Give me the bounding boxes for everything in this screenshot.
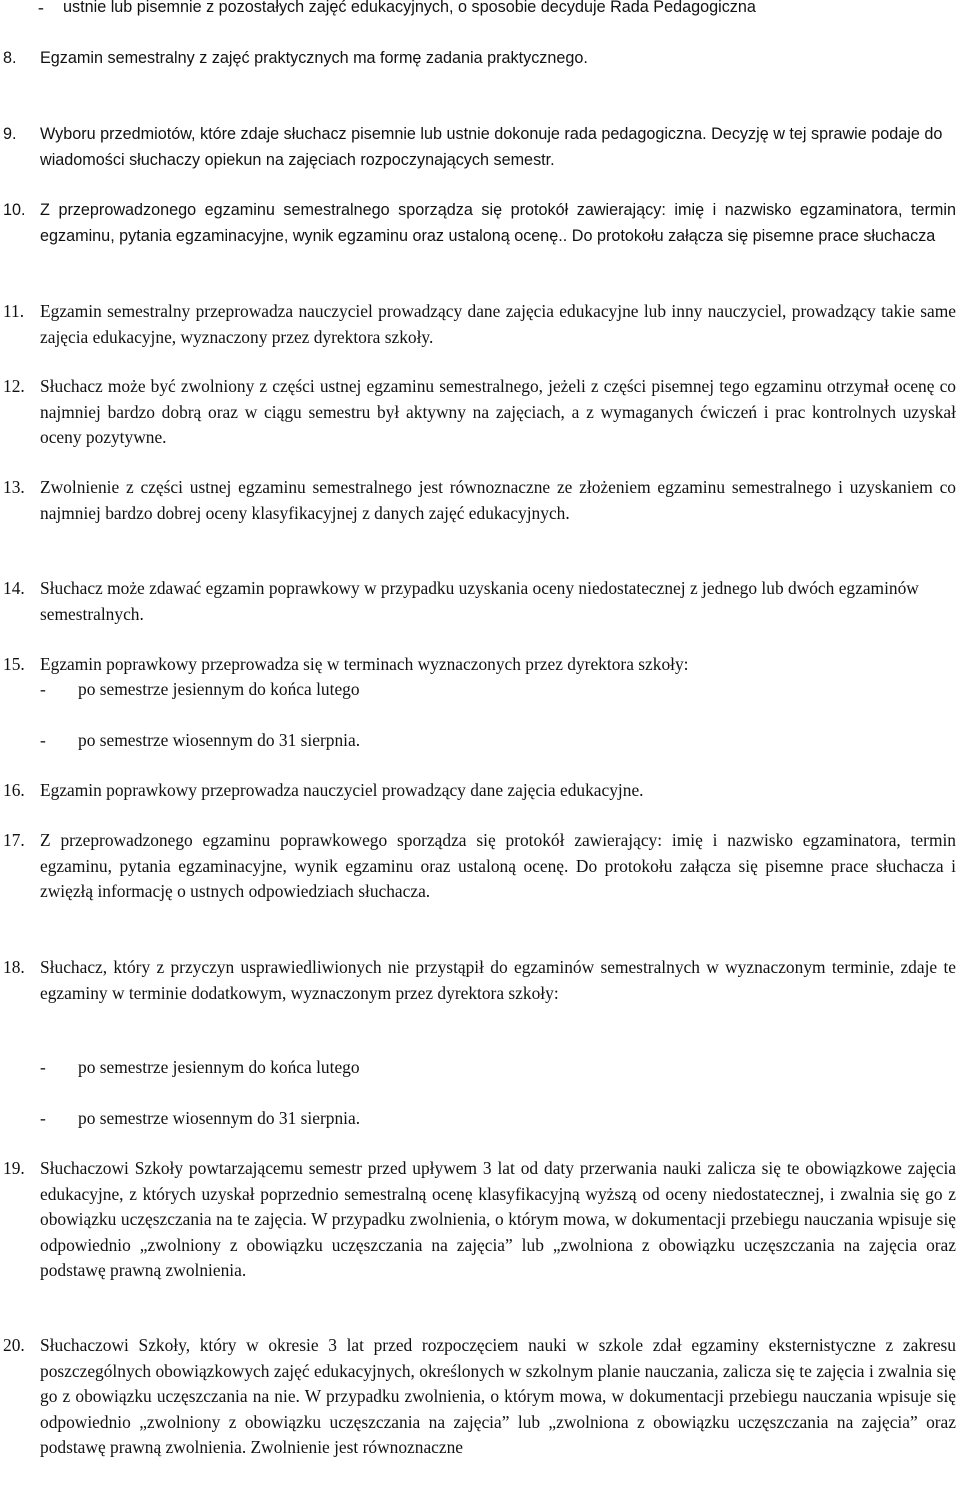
item-number: 14. — [3, 578, 25, 598]
document-page: - ustnie lub pisemnie z pozostałych zajęć edukacyjnych, o sposobie decyduje Rada Pedagogiczna 8. Egzamin semestralny z zajęć praktycznych ma formę zadania praktycznego. 9. Wyboru przedmiotów, które zdaje słuchacz pisemnie lub ustnie dokonuje rada pedagogiczna. Decyzję w tej sprawie podaje do wiadomości słuchaczy opiekun na zajęciach rozpoczynających semestr. 10. Z przeprowadzonego egzaminu semestralnego sporządza się protokół zawierający: imię i nazwisko egzaminatora, termin egzaminu, pytania egzaminacyjne, wynik egzaminu oraz ustaloną ocenę.. Do protokołu załącza się pisemne prace słuchacza 11. Egzamin semestralny przeprowadza nauczyciel prowadzący dane zajęcia edukacyjne lub inny nauczyciel, prowadzący takie same zajęcia edukacyjne, wyznaczony przez dyrektora szkoły. 12. Słuchacz może być zwolniony z części ustnej egzaminu semestralnego, jeżeli z części pisemnej tego egzaminu otrzymał ocenę co najmniej bardzo dobrą oraz w ciągu semestru był aktywny na zajęciach, a z wymaganych ćwiczeń i prac kontrolnych uzyskał oceny pozytywne. 13. Zwolnienie z części ustnej egzaminu semestralnego jest równoznaczne ze złożeniem egzaminu semestralnego i uzyskaniem co najmniej bardzo dobrej oceny klasyfikacyjnej z danych zajęć edukacyjnych. 14. Słuchacz może zdawać egzamin poprawkowy w przypadku uzyskania oceny niedostatecznej z jednego lub dwóch egzaminów semestralnych. 15. Egzamin poprawkowy przeprowadza się w terminach wyznaczonych przez dyrektora szkoły: - po semestrze jesiennym do końca lutego - po semestrze wiosennym do 31 sierpnia. 16. Egzamin poprawkowy przeprowadza nauczyciel prowadzący dane zajęcia edukacyjne. 17. Z przeprowadzonego egzaminu poprawkowego sporządza się protokół zawierający: imię i nazwisko egzaminatora, termin egzaminu, pytania egzaminacyjne, wynik egzaminu oraz ustaloną ocenę. Do protokołu załącza się pisemne prace słuchacza i zwięzłą informację o ustnych odpowiedziach słuchacza. 18. Słuchacz, który z przyczyn usprawiedliwionych nie przystąpił do egzaminów semestralnych w wyznaczonym terminie, zdaje te egzaminy w terminie dodatkowym, wyznaczonym przez dyrektora szkoły: - po semestrze jesiennym do końca lutego - po semestrze wiosennym do 31 sierpnia. 19. Słuchaczowi Szkoły powtarzającemu semestr przed upływem 3 lat od daty przerwania nauki zalicza się te obowiązkowe zajęcia edukacyjne, z których uzyskał poprzednio semestralną ocenę klasyfikacyjną wyższą od oceny niedostatecznej, i zwalnia się go z obowiązku uczęszczania na te zajęcia. W przypadku zwolnienia, o którym mowa, w dokumentacji przebiegu nauczania wpisuje się odpowiednio „zwolniony z obowiązku uczęszczania na zajęcia” lub „zwolniona z obowiązku uczęszczania na zajęcia oraz podstawę prawną zwolnienia. 20. Słuchaczowi Szkoły, który w okresie 3 lat przed rozpoczęciem nauki w szkole zdał egzaminy eksternistyczne z zakresu poszczególnych obowiązkowych zajęć edukacyjnych, określonych w szkolnym planie nauczania, zalicza się te zajęcia i zwalnia się go z obowiązku uczęszczania na nie. W przypadku zwolnienia, o którym mowa, w dokumentacji przebiegu nauczania wpisuje się odpowiednio „zwolniony z obowiązku uczęszczania na zajęcia” lub „zwolniona z obowiązku uczęszczania na zajęcia” oraz podstawę prawną zwolnienia. Zwolnienie jest równoznaczne — [0, 0, 960, 1486]
item-text: Egzamin poprawkowy przeprowadza się w terminach wyznaczonych przez dyrektora szkoły: — [40, 654, 689, 674]
item-number: 12. — [3, 376, 25, 396]
item-number: 8. — [3, 49, 17, 67]
item-text: Słuchacz może zdawać egzamin poprawkowy w przypadku uzyskania oceny niedostatecznej z jednego lub dwóch egzaminów semestralnych. — [40, 578, 919, 624]
item-number: 18. — [3, 957, 25, 977]
item-text: Słuchaczowi Szkoły powtarzającemu semestr przed upływem 3 lat od daty przerwania nauki zalicza się te obowiązkowe zajęcia edukacyjne, z których uzyskał poprzednio semestralną ocenę klasyfikacyjną wyższą od oceny niedostatecznej, i zwalnia się go z obowiązku uczęszczania na te zajęcia. W przypadku zwolnienia, o którym mowa, w dokumentacji przebiegu nauczania wpisuje się odpowiednio „zwolniony z obowiązku uczęszczania na zajęcia” lub „zwolniona z obowiązku uczęszczania na zajęcia oraz podstawę prawną zwolnienia. — [40, 1158, 956, 1281]
item-number: 11. — [3, 301, 25, 321]
item-text: Egzamin semestralny przeprowadza nauczyciel prowadzący dane zajęcia edukacyjne lub inny nauczyciel, prowadzący takie same zajęcia edukacyjne, wyznaczony przez dyrektora szkoły. — [40, 301, 956, 347]
item-number: 16. — [3, 780, 25, 800]
item-text: Słuchacz może być zwolniony z części ustnej egzaminu semestralnego, jeżeli z części pisemnej tego egzaminu otrzymał ocenę co najmniej bardzo dobrą oraz w ciągu semestru był aktywny na zajęciach, a z wymaganych ćwiczeń i prac kontrolnych uzyskał oceny pozytywne. — [40, 376, 956, 448]
item-text: Słuchaczowi Szkoły, który w okresie 3 lat przed rozpoczęciem nauki w szkole zdał egzaminy eksternistyczne z zakresu poszczególnych obowiązkowych zajęć edukacyjnych, określonych w szkolnym planie nauczania, zalicza się te zajęcia i zwalnia się go z obowiązku uczęszczania na nie. W przypadku zwolnienia, o którym mowa, w dokumentacji przebiegu nauczania wpisuje się odpowiednio „zwolniony z obowiązku uczęszczania na zajęcia” lub „zwolniona z obowiązku uczęszczania na zajęcia” oraz podstawę prawną zwolnienia. Zwolnienie jest równoznaczne — [40, 1335, 956, 1458]
item-number: 10. — [3, 201, 26, 219]
item-number: 15. — [3, 654, 25, 674]
item-text: Zwolnienie z części ustnej egzaminu semestralnego jest równoznaczne ze złożeniem egzaminu semestralnego i uzyskaniem co najmniej bardzo dobrej oceny klasyfikacyjnej z danych zajęć edukacyjnych. — [40, 477, 956, 523]
item-text: Egzamin poprawkowy przeprowadza nauczyciel prowadzący dane zajęcia edukacyjne. — [40, 780, 644, 800]
item-number: 19. — [3, 1158, 25, 1178]
item-number: 20. — [3, 1335, 25, 1355]
top-dash-text: ustnie lub pisemnie z pozostałych zajęć edukacyjnych, o sposobie decyduje Rada Pedagogiczna — [63, 0, 756, 16]
item-text: Słuchacz, który z przyczyn usprawiedliwionych nie przystąpił do egzaminów semestralnych w wyznaczonym terminie, zdaje te egzaminy w terminie dodatkowym, wyznaczonym przez dyrektora szkoły: — [40, 957, 956, 1003]
item-number: 9. — [3, 125, 17, 143]
item-text: Wyboru przedmiotów, które zdaje słuchacz pisemnie lub ustnie dokonuje rada pedagogiczna. Decyzję w tej sprawie podaje do wiadomości słuchaczy opiekun na zajęciach rozpoczynających semestr. — [40, 125, 943, 169]
item-text: Z przeprowadzonego egzaminu semestralnego sporządza się protokół zawierający: imię i nazwisko egzaminatora, termin egzaminu, pytania egzaminacyjne, wynik egzaminu oraz ustaloną ocenę.. Do protokołu załącza się pisemne prace słuchacza — [40, 201, 956, 245]
item-number: 13. — [3, 477, 25, 497]
item-number: 17. — [3, 830, 25, 850]
item-text: Z przeprowadzonego egzaminu poprawkowego sporządza się protokół zawierający: imię i nazwisko egzaminatora, termin egzaminu, pytania egzaminacyjne, wynik egzaminu oraz ustaloną ocenę. Do protokołu załącza się pisemne prace słuchacza i zwięzłą informację o ustnych odpowiedziach słuchacza. — [40, 830, 956, 902]
item-text: Egzamin semestralny z zajęć praktycznych ma formę zadania praktycznego. — [40, 49, 588, 67]
